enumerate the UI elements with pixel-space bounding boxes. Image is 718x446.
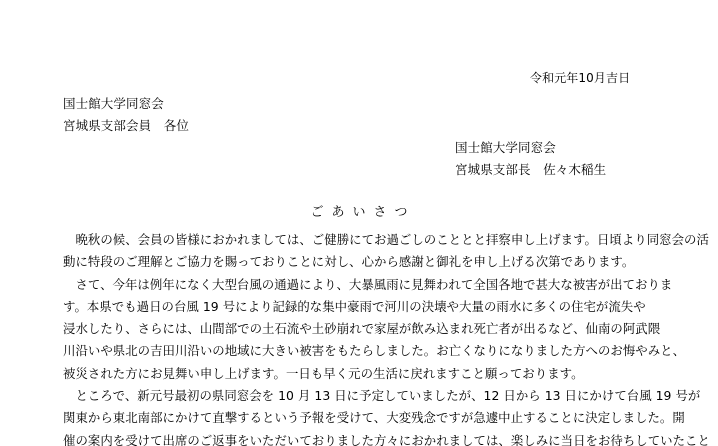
recipient-members: 宮城県支部会員 各位 [63,118,190,133]
letter-title: ごあいさつ [310,205,416,220]
body-line: さて、今年は例年になく大型台風の通過により、大暴風雨に見舞われて全国各地で甚大な被害が出ておりま [63,276,673,292]
body-line: 催の案内を受けて出席のご返事をいただいておりました方々におかれましては、楽しみに当日をお待ちしていたこと [63,432,710,446]
body-line: 浸水したり、さらには、山間部での土石流や土砂崩れで家屋が飲み込まれ死亡者が出るなど、仙南の阿武隈 [63,321,661,337]
letter-body [63,229,713,446]
body-line: 関東から東北南部にかけて直撃するという予報を受けて、大変残念ですが急遽中止することに決定しました。開 [63,410,685,426]
body-line: 晩秋の候、会員の皆様におかれましては、ご健勝にてお過ごしのこととと拝察申し上げます。日頃より同窓会の活 [63,232,709,247]
letter-date: 令和元年10月吉日 [530,71,631,85]
body-line: 動に特段のご理解とご協力を賜っておりことに対し、心から感謝と御礼を申し上げる次第であります。 [63,254,635,270]
body-line: 被災された方にお見舞い申し上げます。一日も早く元の生活に戻れますこと願っております。 [63,365,584,381]
recipient-org: 国士館大学同窓会 [63,96,164,111]
body-line: す。本県でも過日の台風 19 号により記録的な集中豪雨で河川の決壊や大量の雨水に多くの住宅が流失や [63,298,646,314]
sender-org: 国士館大学同窓会 [455,140,556,155]
body-line: 川沿いや県北の吉田川沿いの地域に大きい被害をもたらしました。お亡くなりになりました方へのお悔やみと、 [63,343,686,359]
sender-name: 宮城県支部長 佐々木稲生 [455,162,607,177]
body-line: ところで、新元号最初の県同窓会を 10 月 13 日に予定していましたが、12 日から 13 日にかけて台風 19 号が [63,388,701,404]
